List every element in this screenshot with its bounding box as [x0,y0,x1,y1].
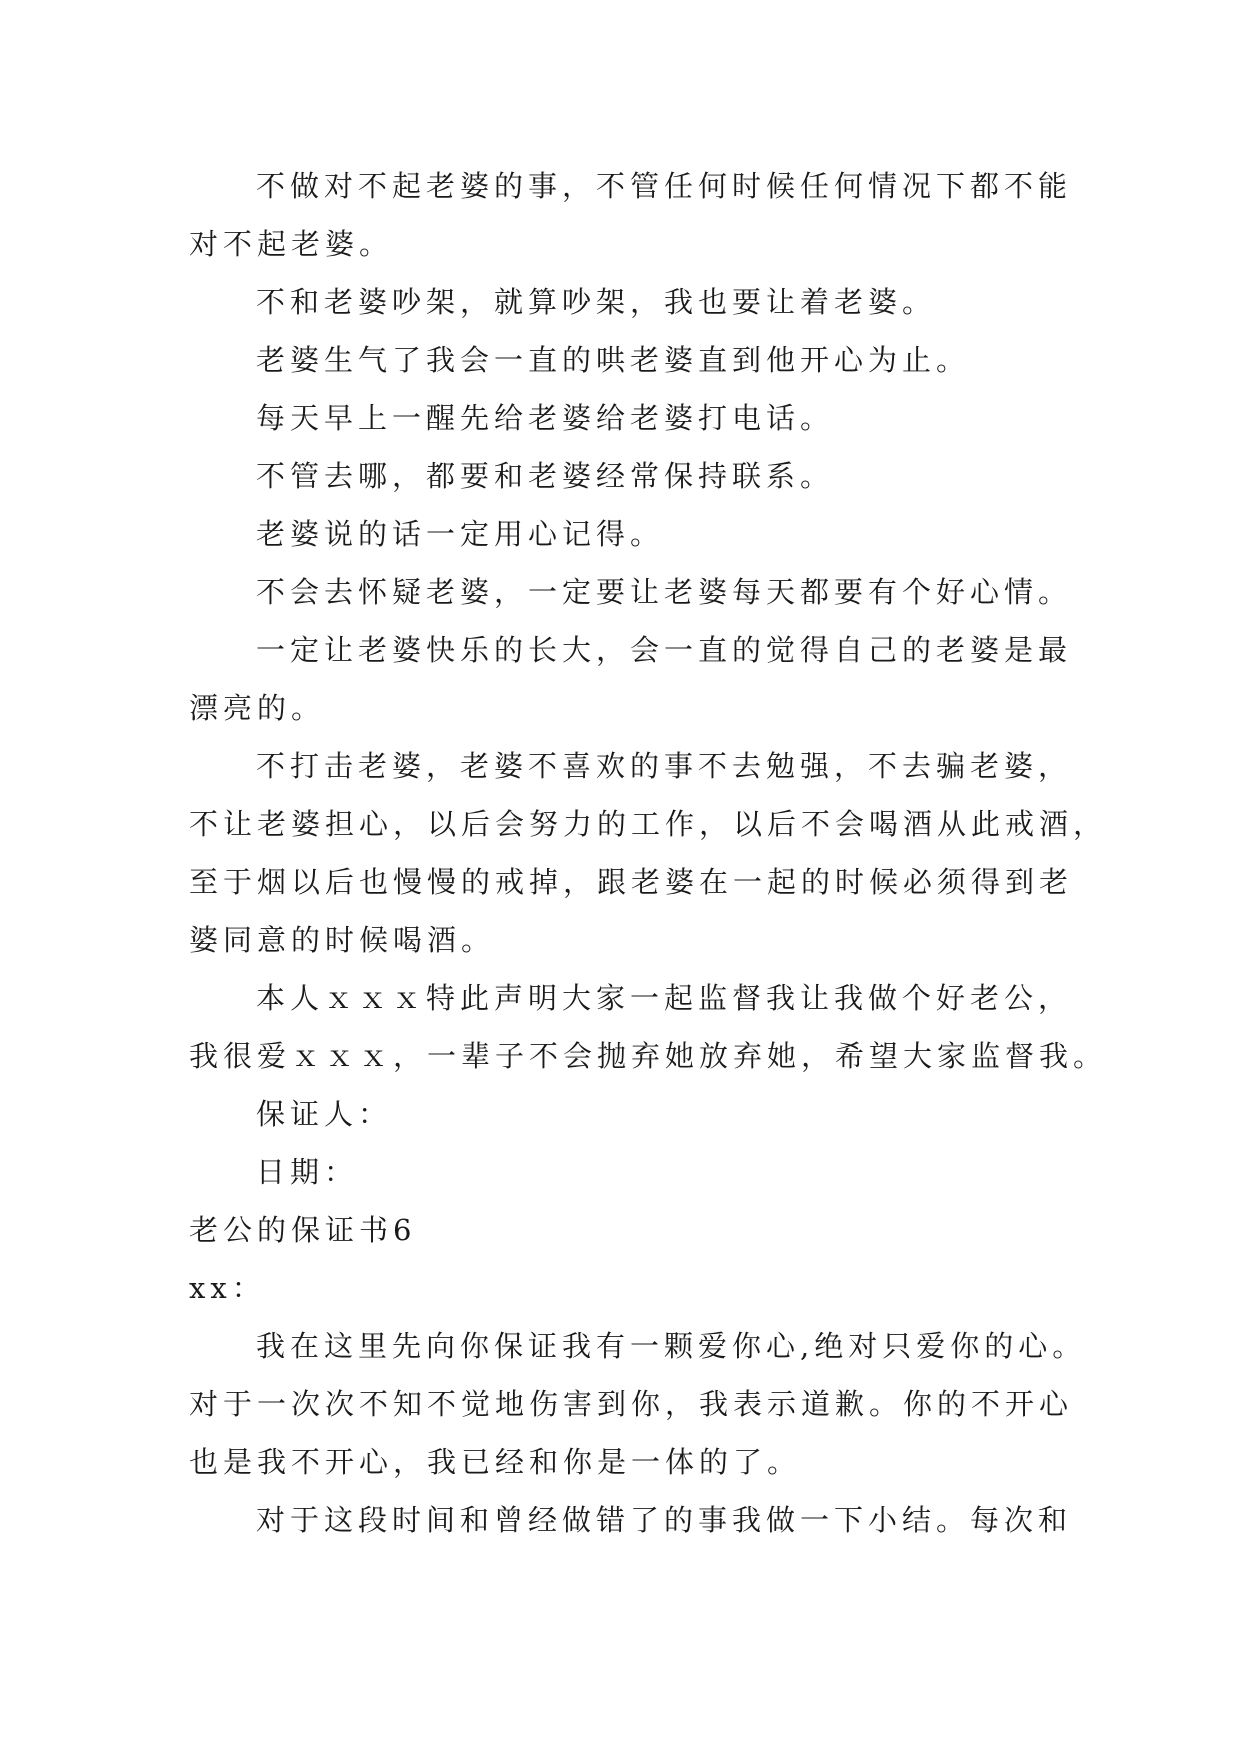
signer-label: 保证人： [256,1097,393,1131]
paragraph-line: 我很爱ｘｘｘ，一辈子不会抛弃她放弃她，希望大家监督我。 [189,1039,1108,1073]
salutation: xx： [189,1271,266,1305]
paragraph-line: 我在这里先向你保证我有一颗爱你心,绝对只爱你的心。 [256,1329,1087,1363]
paragraph-line: 不打击老婆，老婆不喜欢的事不去勉强，不去骗老婆， [256,749,1073,783]
paragraph-line: 每天早上一醒先给老婆给老婆打电话。 [256,401,835,435]
paragraph-line: 对于一次次不知不觉地伤害到你，我表示道歉。你的不开心 [189,1387,1074,1421]
paragraph-line: 不管去哪，都要和老婆经常保持联系。 [256,459,835,493]
paragraph-line: 漂亮的。 [189,691,326,725]
paragraph-line: 一定让老婆快乐的长大，会一直的觉得自己的老婆是最 [256,633,1073,667]
paragraph-line: 对不起老婆。 [189,227,394,261]
paragraph-line: 老婆说的话一定用心记得。 [256,517,665,551]
paragraph-line: 婆同意的时候喝酒。 [189,923,496,957]
paragraph-line: 不会去怀疑老婆，一定要让老婆每天都要有个好心情。 [256,575,1073,609]
section-heading: 老公的保证书6 [189,1213,417,1247]
paragraph-line: 不让老婆担心，以后会努力的工作，以后不会喝酒从此戒酒， [189,807,1108,841]
paragraph-line: 至于烟以后也慢慢的戒掉，跟老婆在一起的时候必须得到老 [189,865,1074,899]
paragraph-line: 对于这段时间和曾经做错了的事我做一下小结。每次和 [256,1503,1073,1537]
paragraph-line: 也是我不开心，我已经和你是一体的了。 [189,1445,802,1479]
paragraph-line: 本人ｘｘｘ特此声明大家一起监督我让我做个好老公， [256,981,1073,1015]
date-label: 日期： [256,1155,359,1189]
paragraph-line: 不和老婆吵架，就算吵架，我也要让着老婆。 [256,285,937,319]
paragraph-line: 老婆生气了我会一直的哄老婆直到他开心为止。 [256,343,971,377]
paragraph-line: 不做对不起老婆的事，不管任何时候任何情况下都不能 [256,169,1073,203]
